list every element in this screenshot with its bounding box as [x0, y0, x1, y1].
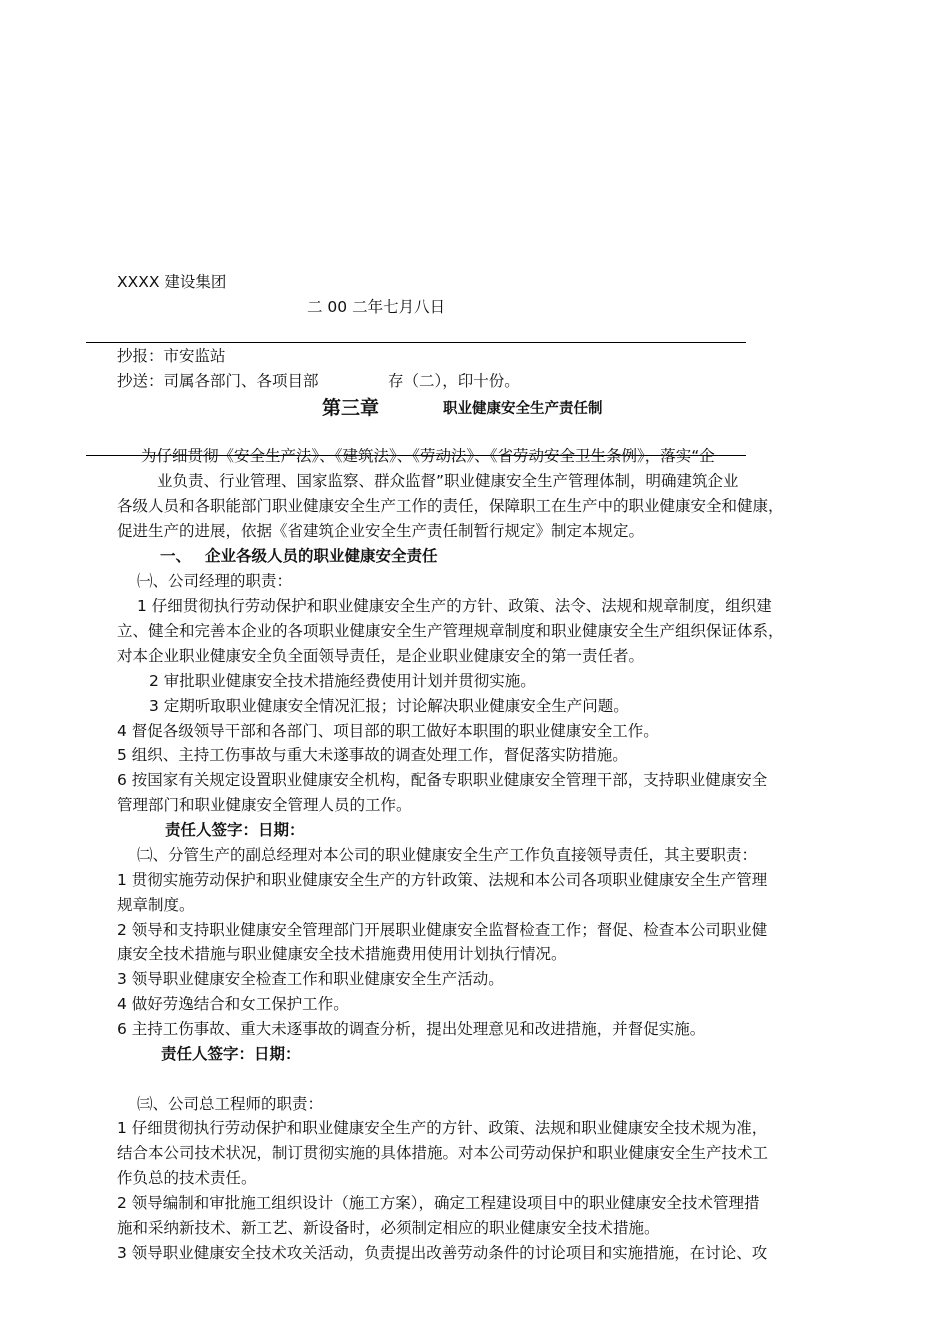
- duty-line: 2 审批职业健康安全技术措施经费使用计划并贯彻实施。: [149, 672, 536, 690]
- duty-line: 3 领导职业健康安全检查工作和职业健康安全生产活动。: [117, 970, 504, 988]
- intro-line: 促进生产的进展，依据《省建筑企业安全生产责任制暂行规定》制定本规定。: [117, 522, 645, 540]
- section-heading: 企业各级人员的职业健康安全责任: [205, 547, 438, 565]
- duty-line: 施和采纳新技术、新工艺、新设备时，必须制定相应的职业健康安全技术措施。: [117, 1219, 660, 1237]
- intro-line: 为仔细贯彻《安全生产法》、《建筑法》、《劳动法》、《省劳动安全卫生条例》，落实“企: [141, 447, 715, 465]
- duty-line: 1 仔细贯彻执行劳动保护和职业健康安全生产的方针、政策、法规和职业健康安全技术规为准，: [117, 1119, 768, 1137]
- duty-line: 康安全技术措施与职业健康安全技术措施费用使用计划执行情况。: [117, 945, 567, 963]
- section-number: 一、: [160, 547, 192, 565]
- intro-line: 业负责、行业管理、国家监察、群众监督”职业健康安全生产管理体制，明确建筑企业: [157, 472, 739, 490]
- subsection-heading: ㈢、公司总工程师的职责：: [137, 1095, 324, 1113]
- duty-line: 立、健全和完善本企业的各项职业健康安全生产管理规章制度和职业健康安全生产组织保证体系，: [117, 622, 784, 640]
- issue-date: 二 00 二年七月八日: [307, 298, 446, 316]
- report-to: 抄报：市安监站: [117, 347, 226, 365]
- duty-line: 4 督促各级领导干部和各部门、项目部的职工做好本职围的职业健康安全工作。: [117, 722, 659, 740]
- duty-line: 规章制度。: [117, 896, 195, 914]
- duty-line: 结合本公司技术状况，制订贯彻实施的具体措施。对本公司劳动保护和职业健康安全生产技术工: [117, 1144, 769, 1162]
- duty-line: 管理部门和职业健康安全管理人员的工作。: [117, 796, 412, 814]
- send-to: 抄送：司属各部门、各项目部: [117, 372, 319, 390]
- intro-line: 各级人员和各职能部门职业健康安全生产工作的责任，保障职工在生产中的职业健康安全和健康，: [117, 497, 784, 515]
- duty-line: 2 领导和支持职业健康安全管理部门开展职业健康安全监督检查工作；督促、检查本公司职业健: [117, 921, 768, 939]
- chapter-title: 职业健康安全生产责任制: [443, 401, 603, 417]
- signature-line: 责任人签字：日期：: [161, 1045, 301, 1063]
- duty-line: 6 按国家有关规定设置职业健康安全机构，配备专职职业健康安全管理干部，支持职业健康安全: [117, 771, 768, 789]
- chapter-number: 第三章: [322, 397, 380, 419]
- archive-note: 存（二），印十份。: [388, 372, 520, 390]
- duty-line: 2 领导编制和审批施工组织设计（施工方案），确定工程建设项目中的职业健康安全技术管理措: [117, 1194, 760, 1212]
- subsection-heading: ㈠、公司经理的职责：: [137, 572, 293, 590]
- duty-line: 作负总的技术责任。: [117, 1169, 257, 1187]
- duty-line: 1 贯彻实施劳动保护和职业健康安全生产的方针政策、法规和本公司各项职业健康安全生产管理: [117, 871, 768, 889]
- duty-line: 5 组织、主持工伤事故与重大未遂事故的调查处理工作，督促落实防措施。: [117, 746, 628, 764]
- duty-line: 3 领导职业健康安全技术攻关活动，负责提出改善劳动条件的讨论项目和实施措施，在讨论、攻: [117, 1244, 768, 1262]
- divider-line: [86, 342, 746, 343]
- duty-line: 4 做好劳逸结合和女工保护工作。: [117, 995, 349, 1013]
- duty-line: 1 仔细贯彻执行劳动保护和职业健康安全生产的方针、政策、法令、法规和规章制度，组织建: [137, 597, 772, 615]
- duty-line: 对本企业职业健康安全负全面领导责任，是企业职业健康安全的第一责任者。: [117, 647, 645, 665]
- company-name: XXXX 建设集团: [117, 273, 227, 291]
- signature-line: 责任人签字：日期：: [165, 821, 305, 839]
- subsection-heading: ㈡、分管生产的副总经理对本公司的职业健康安全生产工作负直接领导责任，其主要职责：: [137, 846, 758, 864]
- duty-line: 6 主持工伤事故、重大未逐事故的调查分析，提出处理意见和改进措施，并督促实施。: [117, 1020, 706, 1038]
- duty-line: 3 定期听取职业健康安全情况汇报；讨论解决职业健康安全生产问题。: [149, 697, 629, 715]
